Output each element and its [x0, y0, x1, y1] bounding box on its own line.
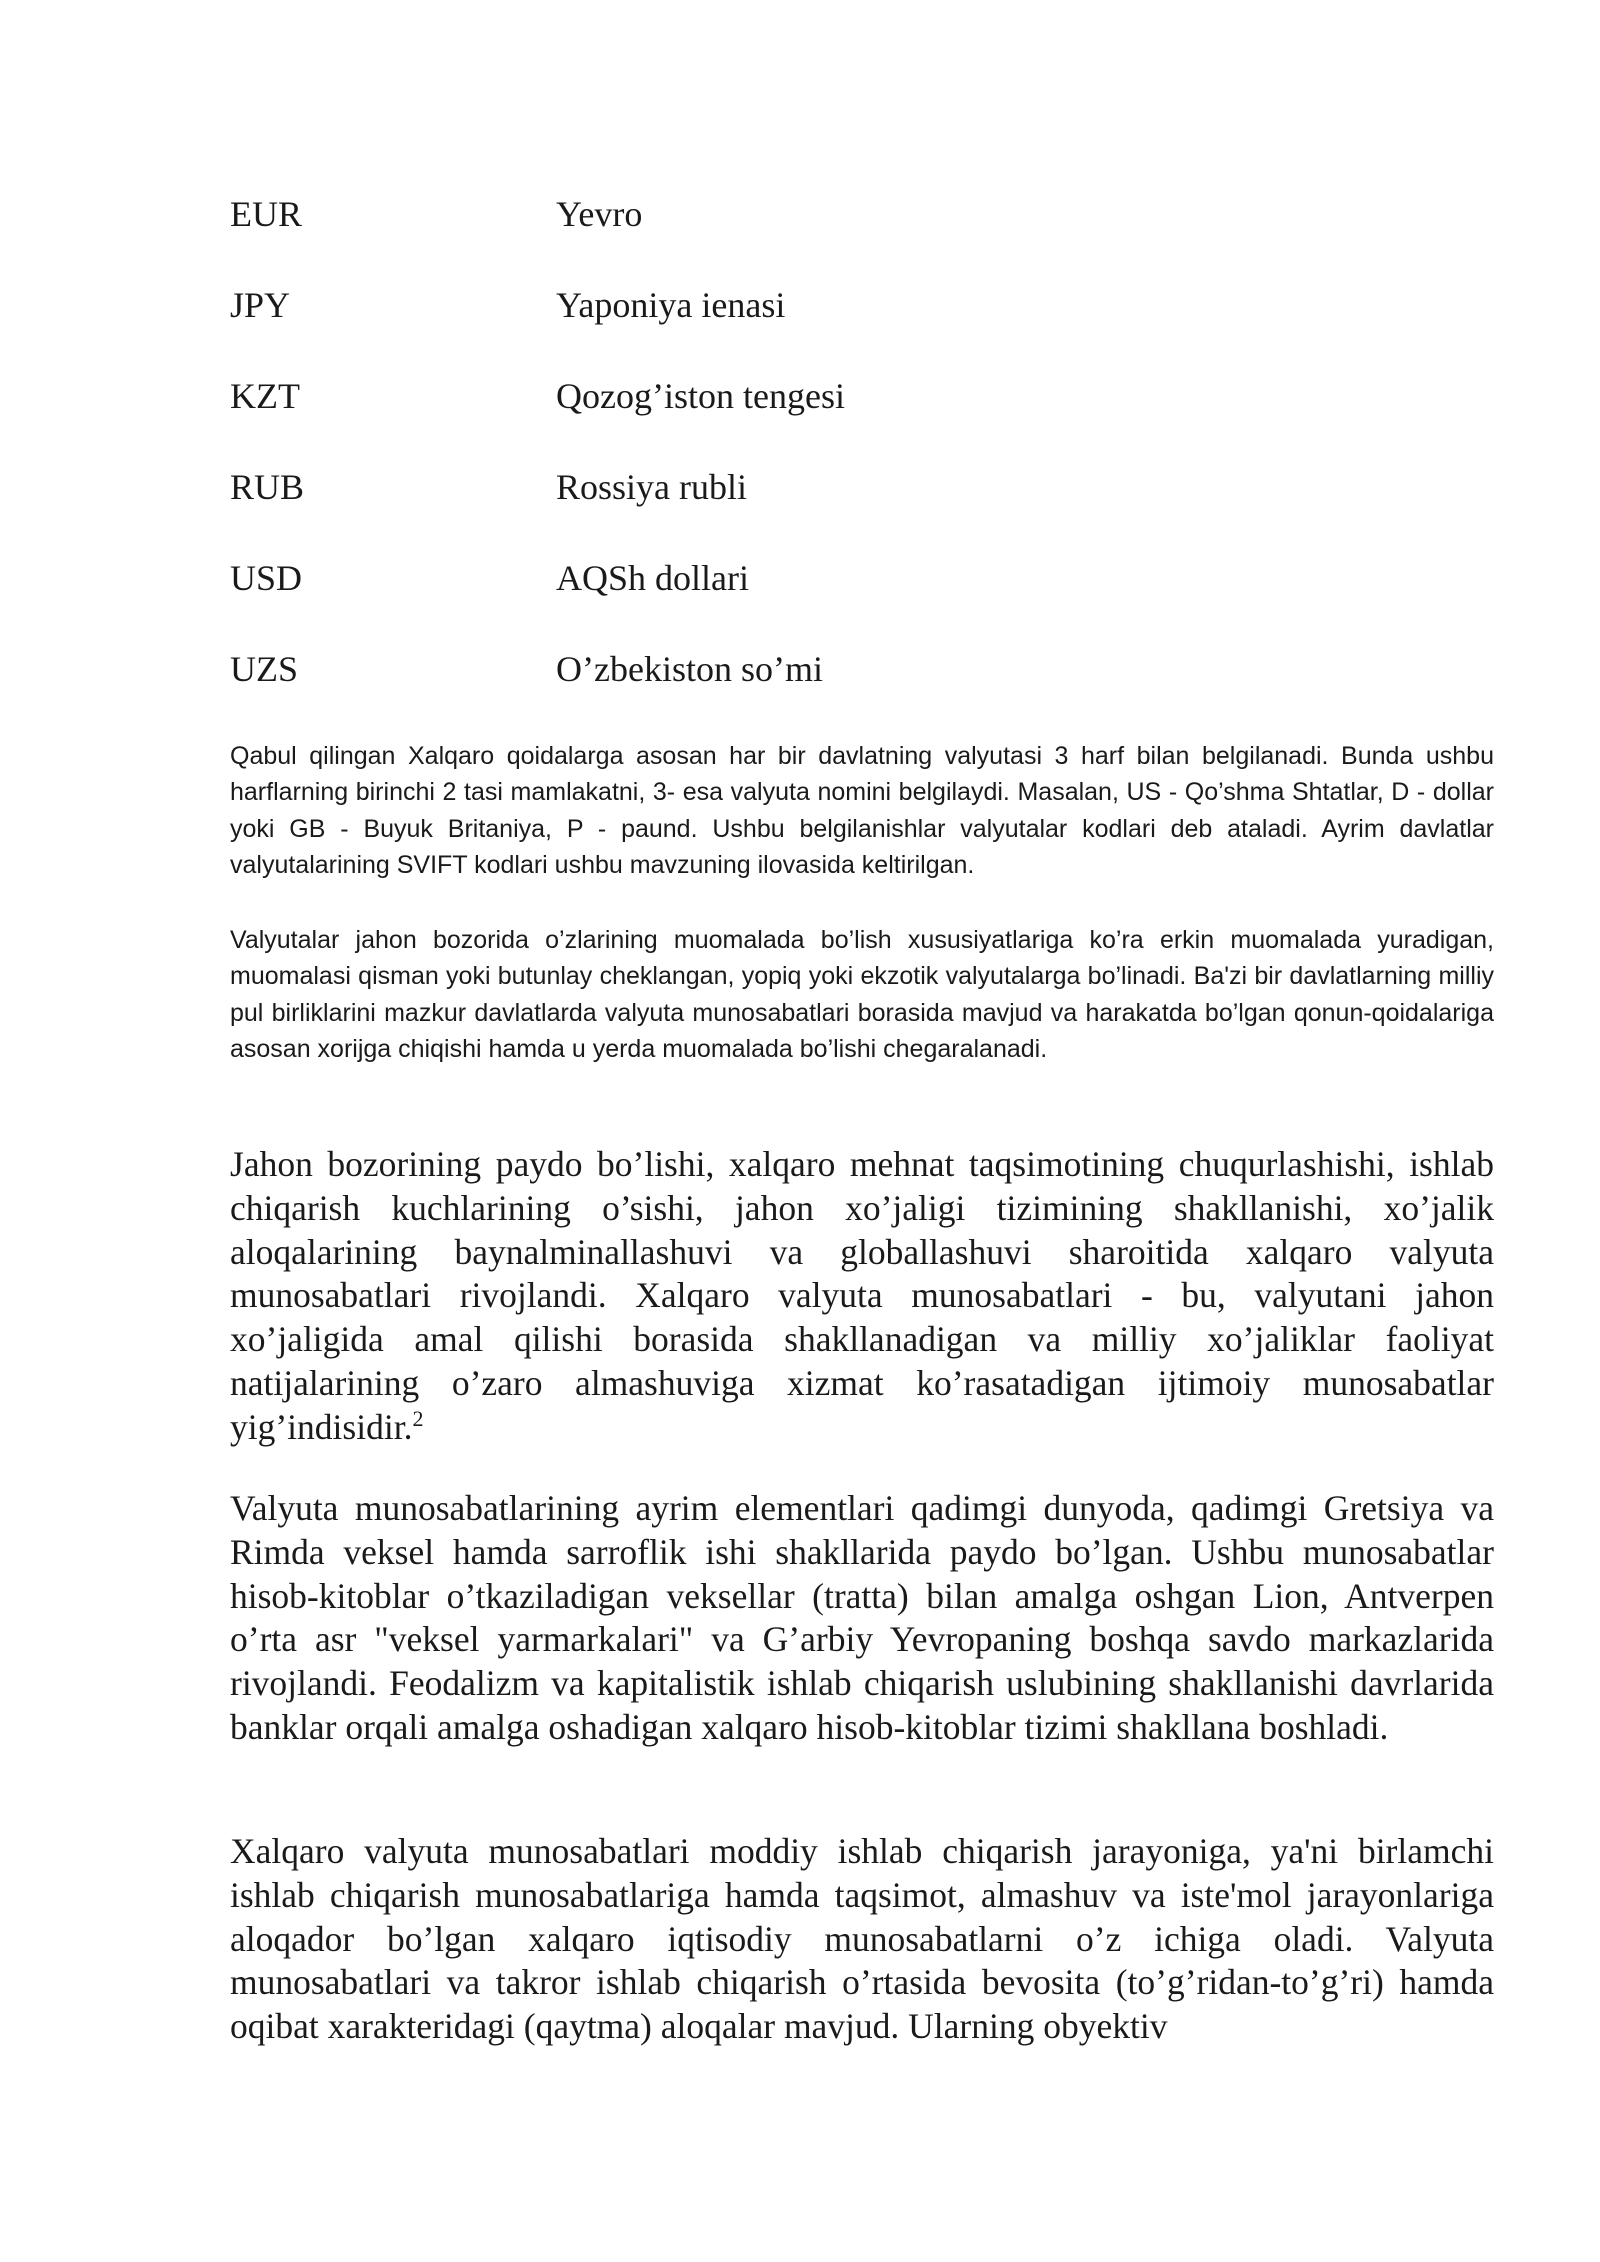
- currency-code: KZT: [230, 376, 300, 416]
- currency-code: EUR: [230, 194, 302, 234]
- paragraph-currency-code-rules: Qabul qilingan Xalqaro qoidalarga asosan har bir davlatning valyutasi 3 harf bilan belgilanadi. Bunda ushbu harflarning birinchi 2 tasi mamlakatni, 3- esa valyuta nomini belgilaydi. Masalan, US - Qo’shma Shtatlar, D - dollar yoki GB - Buyuk Britaniya, P - paund. Ushbu belgilanishlar valyutalar kodlari deb ataladi. Ayrim davlatlar valyutalarining SVIFT kodlari ushbu mavzuning ilovasida keltirilgan.: [230, 742, 1494, 880]
- currency-row: [230, 191, 1490, 282]
- currency-code: RUB: [230, 467, 305, 507]
- currency-name: AQSh dollari: [556, 558, 749, 598]
- paragraph-history: Valyuta munosabatlarining ayrim elementlari qadimgi dunyoda, qadimgi Gretsiya va Rimda veksel hamda sarroflik ishi shakllarida paydo bo’lgan. Ushbu munosabatlar hisob-kitoblar o’tkaziladigan veksellar (tratta) bilan amalga oshgan Lion, Antverpen o’rta asr "veksel yarmarkalari" va G’arbiy Yevropaning boshqa savdo markazlarida rivojlandi. Feodalizm va kapitalistik ishlab chiqarish uslubining shakllanishi davrlarida banklar orqali amalga oshadigan xalqaro hisob-kitoblar tizimi shakllana boshladi.: [230, 1488, 1494, 1747]
- footnote-marker: 2: [412, 1405, 424, 1431]
- currency-code: JPY: [230, 285, 291, 325]
- currency-name: Yevro: [556, 194, 643, 234]
- currency-row: [230, 373, 1490, 464]
- currency-code: UZS: [230, 649, 299, 689]
- currency-name: O’zbekiston so’mi: [556, 649, 823, 689]
- currency-name: Rossiya rubli: [556, 467, 748, 507]
- currency-name: Yaponiya ienasi: [556, 285, 786, 325]
- paragraph-text: Jahon bozorining paydo bo’lishi, xalqaro mehnat taqsimotining chuqurlashishi, ishlab chiqarish kuchlarining o’sishi, jahon xo’jaligi tizimining shakllanishi, xo’jalik aloqalarining baynalminallashuvi va globallashuvi sharoitida xalqaro valyuta munosabatlari rivojlandi. Xalqaro valyuta munosabatlari - bu, valyutani jahon xo’jaligida amal qilishi borasida shakllanadigan va milliy xo’jaliklar faoliyat natijalarining o’zaro almashuviga xizmat ko’rasatadigan ijtimoiy munosabatlar yig’indisidir.: [230, 1144, 1494, 1447]
- currency-row: [230, 555, 1490, 646]
- paragraph-international-currency-relations: [230, 1143, 1494, 1450]
- currency-code-list: [230, 191, 1490, 737]
- paragraph-production-relations: Xalqaro valyuta munosabatlari moddiy ishlab chiqarish jarayoniga, ya'ni birlamchi ishlab chiqarish munosabatlariga hamda taqsimot, almashuv va iste'mol jarayonlariga aloqador bo’lgan xalqaro iqtisodiy munosabatlarni o’z ichiga oladi. Valyuta munosabatlari va takror ishlab chiqarish o’rtasida bevosita (to’g’ridan-to’g’ri) hamda oqibat xarakteridagi (qaytma) aloqalar mavjud. Ularning obyektiv: [230, 1831, 1494, 2047]
- currency-name: Qozog’iston tengesi: [556, 376, 845, 416]
- currency-row: [230, 282, 1490, 373]
- currency-row: [230, 646, 1490, 737]
- currency-code: USD: [230, 558, 303, 598]
- currency-row: [230, 464, 1490, 555]
- paragraph-currency-convertibility: Valyutalar jahon bozorida o’zlarining muomalada bo’lish xususiyatlariga ko’ra erkin muomalada yuradigan, muomalasi qisman yoki butunlay cheklangan, yopiq yoki ekzotik valyutalarga bo’linadi. Ba'zi bir davlatlarning milliy pul birliklarini mazkur davlatlarda valyuta munosabatlari borasida mavjud va harakatda bo’lgan qonun-qoidalariga asosan xorijga chiqishi hamda u yerda muomalada bo’lishi chegaralanadi.: [230, 926, 1494, 1064]
